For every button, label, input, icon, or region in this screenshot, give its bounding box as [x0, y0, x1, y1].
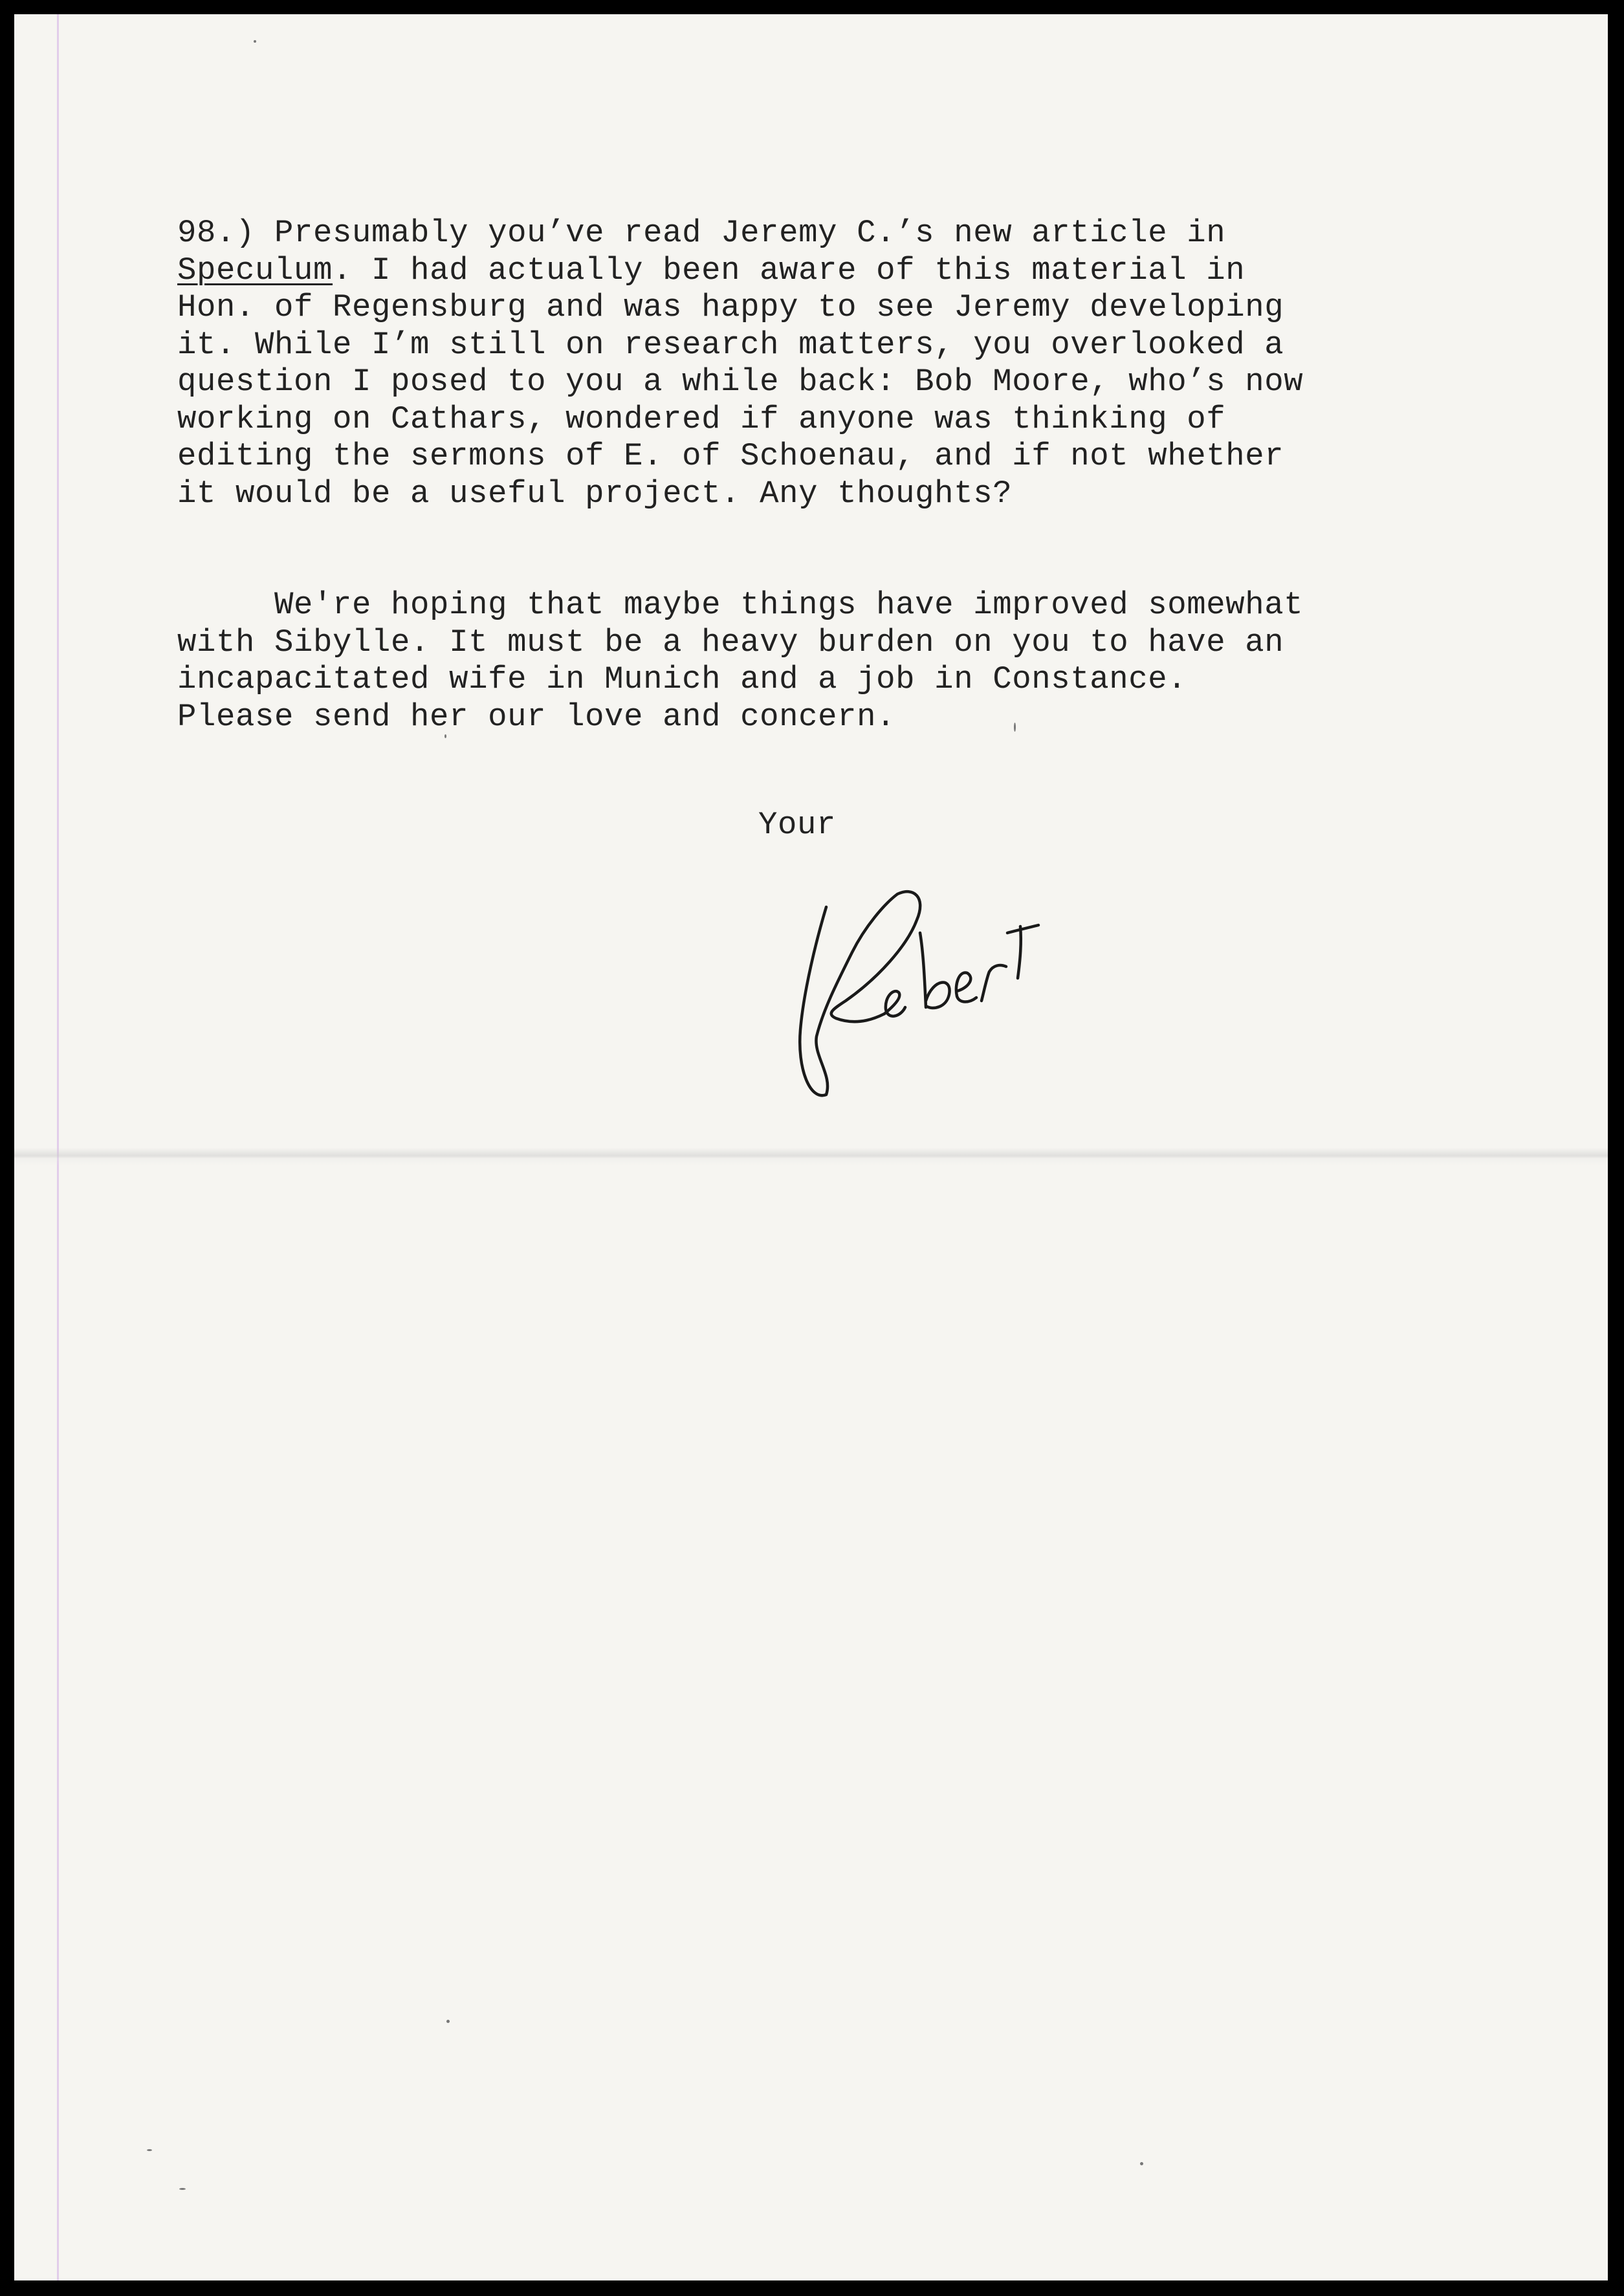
- paragraph-research: [177, 215, 1394, 512]
- text-line: Hon. of Regensburg and was happy to see Jeremy developing: [177, 289, 1284, 325]
- paper-speck: [444, 734, 446, 738]
- letter-page: [14, 14, 1608, 2280]
- paragraph-personal: [177, 587, 1394, 736]
- text-line: We're hoping that maybe things have improved somewhat: [177, 587, 1304, 623]
- text-line: it would be a useful project. Any thoughts?: [177, 475, 1013, 512]
- paper-speck: [147, 2149, 152, 2151]
- text-line: working on Cathars, wondered if anyone was thinking of: [177, 400, 1226, 437]
- paper-speck: [254, 40, 256, 43]
- text-line: 98.) Presumably you’ve read Jeremy C.’s new article in: [177, 215, 1226, 251]
- text-line: . I had actually been aware of this material in: [333, 252, 1245, 289]
- text-line: question I posed to you a while back: Bob Moore, who’s now: [177, 364, 1304, 400]
- handwritten-signature: [787, 881, 1111, 1114]
- letter-body: [177, 215, 1394, 736]
- text-line: Please send her our love and concern.: [177, 698, 896, 735]
- paper-speck: [1140, 2162, 1143, 2165]
- text-line: it. While I’m still on research matters, you overlooked a: [177, 326, 1284, 363]
- paper-speck: [1014, 723, 1016, 732]
- closing-salutation: Your: [758, 807, 837, 843]
- paper-fold: [14, 1148, 1608, 1166]
- journal-title: Speculum: [177, 252, 333, 289]
- paper-speck: [179, 2188, 186, 2190]
- paper-speck: [446, 2020, 450, 2023]
- text-line: with Sibylle. It must be a heavy burden on you to have an: [177, 624, 1284, 661]
- text-line: editing the sermons of E. of Schoenau, and if not whether: [177, 438, 1284, 474]
- text-line: incapacitated wife in Munich and a job in Constance.: [177, 661, 1187, 697]
